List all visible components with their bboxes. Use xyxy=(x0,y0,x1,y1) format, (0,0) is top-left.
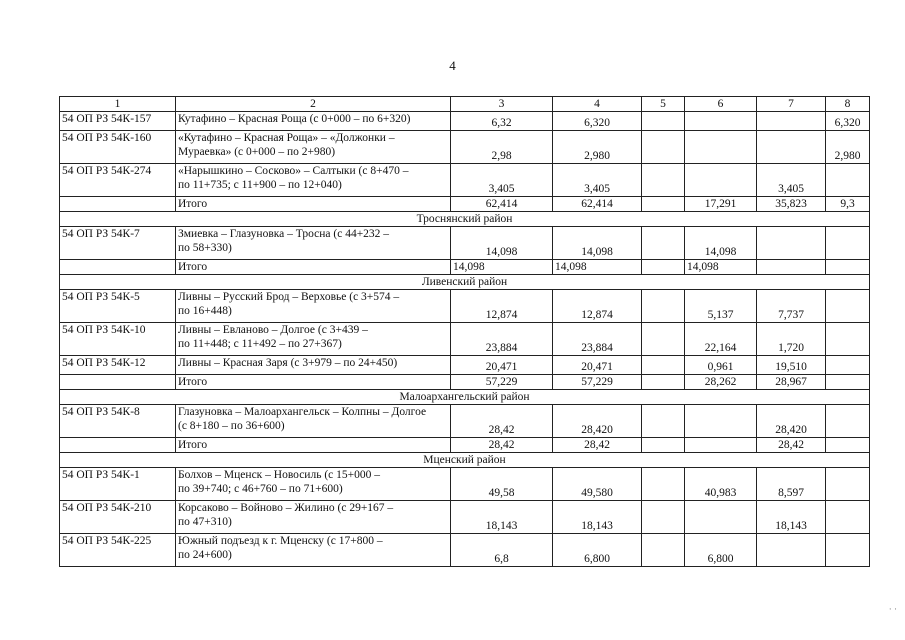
scan-mark: · · xyxy=(888,604,897,614)
col-header: 1 xyxy=(60,97,176,112)
district-row xyxy=(60,453,870,468)
page-number: 4 xyxy=(449,58,456,73)
value-c5 xyxy=(642,290,685,323)
value-c6 xyxy=(685,405,757,438)
total-c5 xyxy=(642,438,685,453)
road-code: 54 ОП РЗ 54К-160 xyxy=(60,131,176,164)
district-name: Мценский район xyxy=(60,453,870,468)
road-name xyxy=(176,323,451,356)
total-code xyxy=(60,197,176,212)
table-row xyxy=(60,356,870,375)
value-c4: 18,143 xyxy=(553,501,642,534)
total-label: Итого xyxy=(176,197,451,212)
value-c6: 14,098 xyxy=(685,227,757,260)
district-row xyxy=(60,275,870,290)
value-c4: 6,320 xyxy=(553,112,642,131)
road-name-line: Змиевка – Глазуновка – Тросна (с 44+232 – xyxy=(178,228,390,240)
road-name xyxy=(176,468,451,501)
value-c5 xyxy=(642,468,685,501)
road-name xyxy=(176,356,451,375)
road-code: 54 ОП РЗ 54К-157 xyxy=(60,112,176,131)
value-c5 xyxy=(642,164,685,197)
district-row xyxy=(60,212,870,227)
road-name xyxy=(176,131,451,164)
road-name-line: по 16+448) xyxy=(178,305,232,317)
value-c7: 3,405 xyxy=(757,164,826,197)
table-row xyxy=(60,501,870,534)
total-label: Итого xyxy=(176,375,451,390)
district-name: Малоархангельский район xyxy=(60,390,870,405)
road-name-line: «Нарышкино – Сосково» – Салтыки (с 8+470 – xyxy=(178,165,409,177)
value-c8 xyxy=(826,323,870,356)
value-c8 xyxy=(826,164,870,197)
table-row xyxy=(60,290,870,323)
road-code: 54 ОП РЗ 54К-5 xyxy=(60,290,176,323)
value-c5 xyxy=(642,112,685,131)
value-c7: 28,420 xyxy=(757,405,826,438)
road-name-line: «Кутафино – Красная Роща» – «Должонки – xyxy=(178,132,395,144)
table-row xyxy=(60,164,870,197)
road-code: 54 ОП РЗ 54К-12 xyxy=(60,356,176,375)
road-name-line: Ливны – Евланово – Долгое (с 3+439 – xyxy=(178,324,368,336)
value-c4: 2,980 xyxy=(553,131,642,164)
road-code: 54 ОП РЗ 54К-225 xyxy=(60,534,176,567)
value-c8 xyxy=(826,227,870,260)
value-c5 xyxy=(642,323,685,356)
total-label: Итого xyxy=(176,260,451,275)
value-c6 xyxy=(685,164,757,197)
road-name xyxy=(176,227,451,260)
total-label: Итого xyxy=(176,438,451,453)
total-c6: 14,098 xyxy=(685,260,757,275)
value-c7 xyxy=(757,534,826,567)
total-code xyxy=(60,260,176,275)
total-c4: 14,098 xyxy=(553,260,642,275)
value-c5 xyxy=(642,227,685,260)
road-name-line: Ливны – Русский Брод – Верховье (с 3+574 – xyxy=(178,291,400,303)
value-c3: 18,143 xyxy=(451,501,553,534)
road-name xyxy=(176,112,451,131)
total-c5 xyxy=(642,260,685,275)
road-code: 54 ОП РЗ 54К-1 xyxy=(60,468,176,501)
road-code: 54 ОП РЗ 54К-8 xyxy=(60,405,176,438)
table-row xyxy=(60,227,870,260)
value-c4: 6,800 xyxy=(553,534,642,567)
col-header: 8 xyxy=(826,97,870,112)
value-c6 xyxy=(685,131,757,164)
value-c3: 20,471 xyxy=(451,356,553,375)
value-c8: 6,320 xyxy=(826,112,870,131)
col-header: 6 xyxy=(685,97,757,112)
value-c8 xyxy=(826,501,870,534)
value-c5 xyxy=(642,131,685,164)
total-c3: 14,098 xyxy=(451,260,553,275)
col-header: 5 xyxy=(642,97,685,112)
col-header: 2 xyxy=(176,97,451,112)
road-name-line: Кутафино – Красная Роща (с 0+000 – по 6+320) xyxy=(178,113,411,125)
road-name-line: по 47+310) xyxy=(178,516,232,528)
district-name: Троснянский район xyxy=(60,212,870,227)
value-c7: 8,597 xyxy=(757,468,826,501)
road-name-line: по 11+448; с 11+492 – по 27+367) xyxy=(178,338,342,350)
value-c3: 6,8 xyxy=(451,534,553,567)
road-name-line: по 39+740; с 46+760 – по 71+600) xyxy=(178,483,343,495)
total-row xyxy=(60,197,870,212)
value-c5 xyxy=(642,405,685,438)
value-c3: 12,874 xyxy=(451,290,553,323)
road-name-line: по 11+735; с 11+900 – по 12+040) xyxy=(178,179,342,191)
value-c4: 12,874 xyxy=(553,290,642,323)
district-name: Ливенский район xyxy=(60,275,870,290)
value-c4: 49,580 xyxy=(553,468,642,501)
table-row xyxy=(60,534,870,567)
road-name xyxy=(176,290,451,323)
value-c3: 2,98 xyxy=(451,131,553,164)
value-c8 xyxy=(826,534,870,567)
value-c4: 23,884 xyxy=(553,323,642,356)
total-c6 xyxy=(685,438,757,453)
total-c8 xyxy=(826,438,870,453)
road-name-line: по 58+330) xyxy=(178,242,232,254)
value-c6: 5,137 xyxy=(685,290,757,323)
road-name-line: Глазуновка – Малоархангельск – Колпны – Долгое xyxy=(178,406,427,418)
total-c8: 9,3 xyxy=(826,197,870,212)
value-c5 xyxy=(642,501,685,534)
total-c8 xyxy=(826,260,870,275)
value-c8 xyxy=(826,468,870,501)
road-name xyxy=(176,164,451,197)
total-c6: 28,262 xyxy=(685,375,757,390)
value-c3: 28,42 xyxy=(451,405,553,438)
total-c3: 28,42 xyxy=(451,438,553,453)
total-c4: 62,414 xyxy=(553,197,642,212)
value-c6 xyxy=(685,112,757,131)
road-name-line: Болхов – Мценск – Новосиль (с 15+000 – xyxy=(178,469,380,481)
value-c7: 19,510 xyxy=(757,356,826,375)
value-c7: 7,737 xyxy=(757,290,826,323)
value-c3: 3,405 xyxy=(451,164,553,197)
road-name-line: Ливны – Красная Заря (с 3+979 – по 24+450) xyxy=(178,357,398,369)
value-c7 xyxy=(757,227,826,260)
value-c3: 49,58 xyxy=(451,468,553,501)
road-code: 54 ОП РЗ 54К-274 xyxy=(60,164,176,197)
value-c6: 40,983 xyxy=(685,468,757,501)
total-row xyxy=(60,375,870,390)
road-name xyxy=(176,405,451,438)
road-code: 54 ОП РЗ 54К-7 xyxy=(60,227,176,260)
total-c7: 35,823 xyxy=(757,197,826,212)
col-header: 3 xyxy=(451,97,553,112)
road-name-line: Мураевка» (с 0+000 – по 2+980) xyxy=(178,146,336,158)
total-c3: 62,414 xyxy=(451,197,553,212)
total-c7: 28,42 xyxy=(757,438,826,453)
value-c3: 23,884 xyxy=(451,323,553,356)
value-c8 xyxy=(826,405,870,438)
total-c7: 28,967 xyxy=(757,375,826,390)
value-c8: 2,980 xyxy=(826,131,870,164)
total-c4: 28,42 xyxy=(553,438,642,453)
value-c4: 14,098 xyxy=(553,227,642,260)
total-c7 xyxy=(757,260,826,275)
col-header: 4 xyxy=(553,97,642,112)
total-c8 xyxy=(826,375,870,390)
total-code xyxy=(60,438,176,453)
table-row xyxy=(60,131,870,164)
total-c4: 57,229 xyxy=(553,375,642,390)
road-name-line: по 24+600) xyxy=(178,549,232,561)
total-row xyxy=(60,260,870,275)
table-row xyxy=(60,405,870,438)
total-c5 xyxy=(642,197,685,212)
value-c6: 6,800 xyxy=(685,534,757,567)
value-c7: 18,143 xyxy=(757,501,826,534)
road-name-line: (с 8+180 – по 36+600) xyxy=(178,420,285,432)
value-c8 xyxy=(826,356,870,375)
value-c7 xyxy=(757,112,826,131)
value-c4: 28,420 xyxy=(553,405,642,438)
value-c6 xyxy=(685,501,757,534)
value-c3: 14,098 xyxy=(451,227,553,260)
header-row xyxy=(60,97,870,112)
value-c3: 6,32 xyxy=(451,112,553,131)
road-name xyxy=(176,534,451,567)
table-row xyxy=(60,112,870,131)
value-c4: 3,405 xyxy=(553,164,642,197)
value-c7: 1,720 xyxy=(757,323,826,356)
road-name-line: Южный подъезд к г. Мценску (с 17+800 – xyxy=(178,535,383,547)
value-c8 xyxy=(826,290,870,323)
total-c6: 17,291 xyxy=(685,197,757,212)
col-header: 7 xyxy=(757,97,826,112)
table-row xyxy=(60,468,870,501)
value-c7 xyxy=(757,131,826,164)
roads-table xyxy=(59,96,870,567)
total-c3: 57,229 xyxy=(451,375,553,390)
total-c5 xyxy=(642,375,685,390)
total-code xyxy=(60,375,176,390)
value-c6: 22,164 xyxy=(685,323,757,356)
total-row xyxy=(60,438,870,453)
district-row xyxy=(60,390,870,405)
road-name xyxy=(176,501,451,534)
road-code: 54 ОП РЗ 54К-10 xyxy=(60,323,176,356)
table-row xyxy=(60,323,870,356)
value-c5 xyxy=(642,534,685,567)
road-code: 54 ОП РЗ 54К-210 xyxy=(60,501,176,534)
road-name-line: Корсаково – Войново – Жилино (с 29+167 – xyxy=(178,502,394,514)
value-c4: 20,471 xyxy=(553,356,642,375)
value-c5 xyxy=(642,356,685,375)
value-c6: 0,961 xyxy=(685,356,757,375)
